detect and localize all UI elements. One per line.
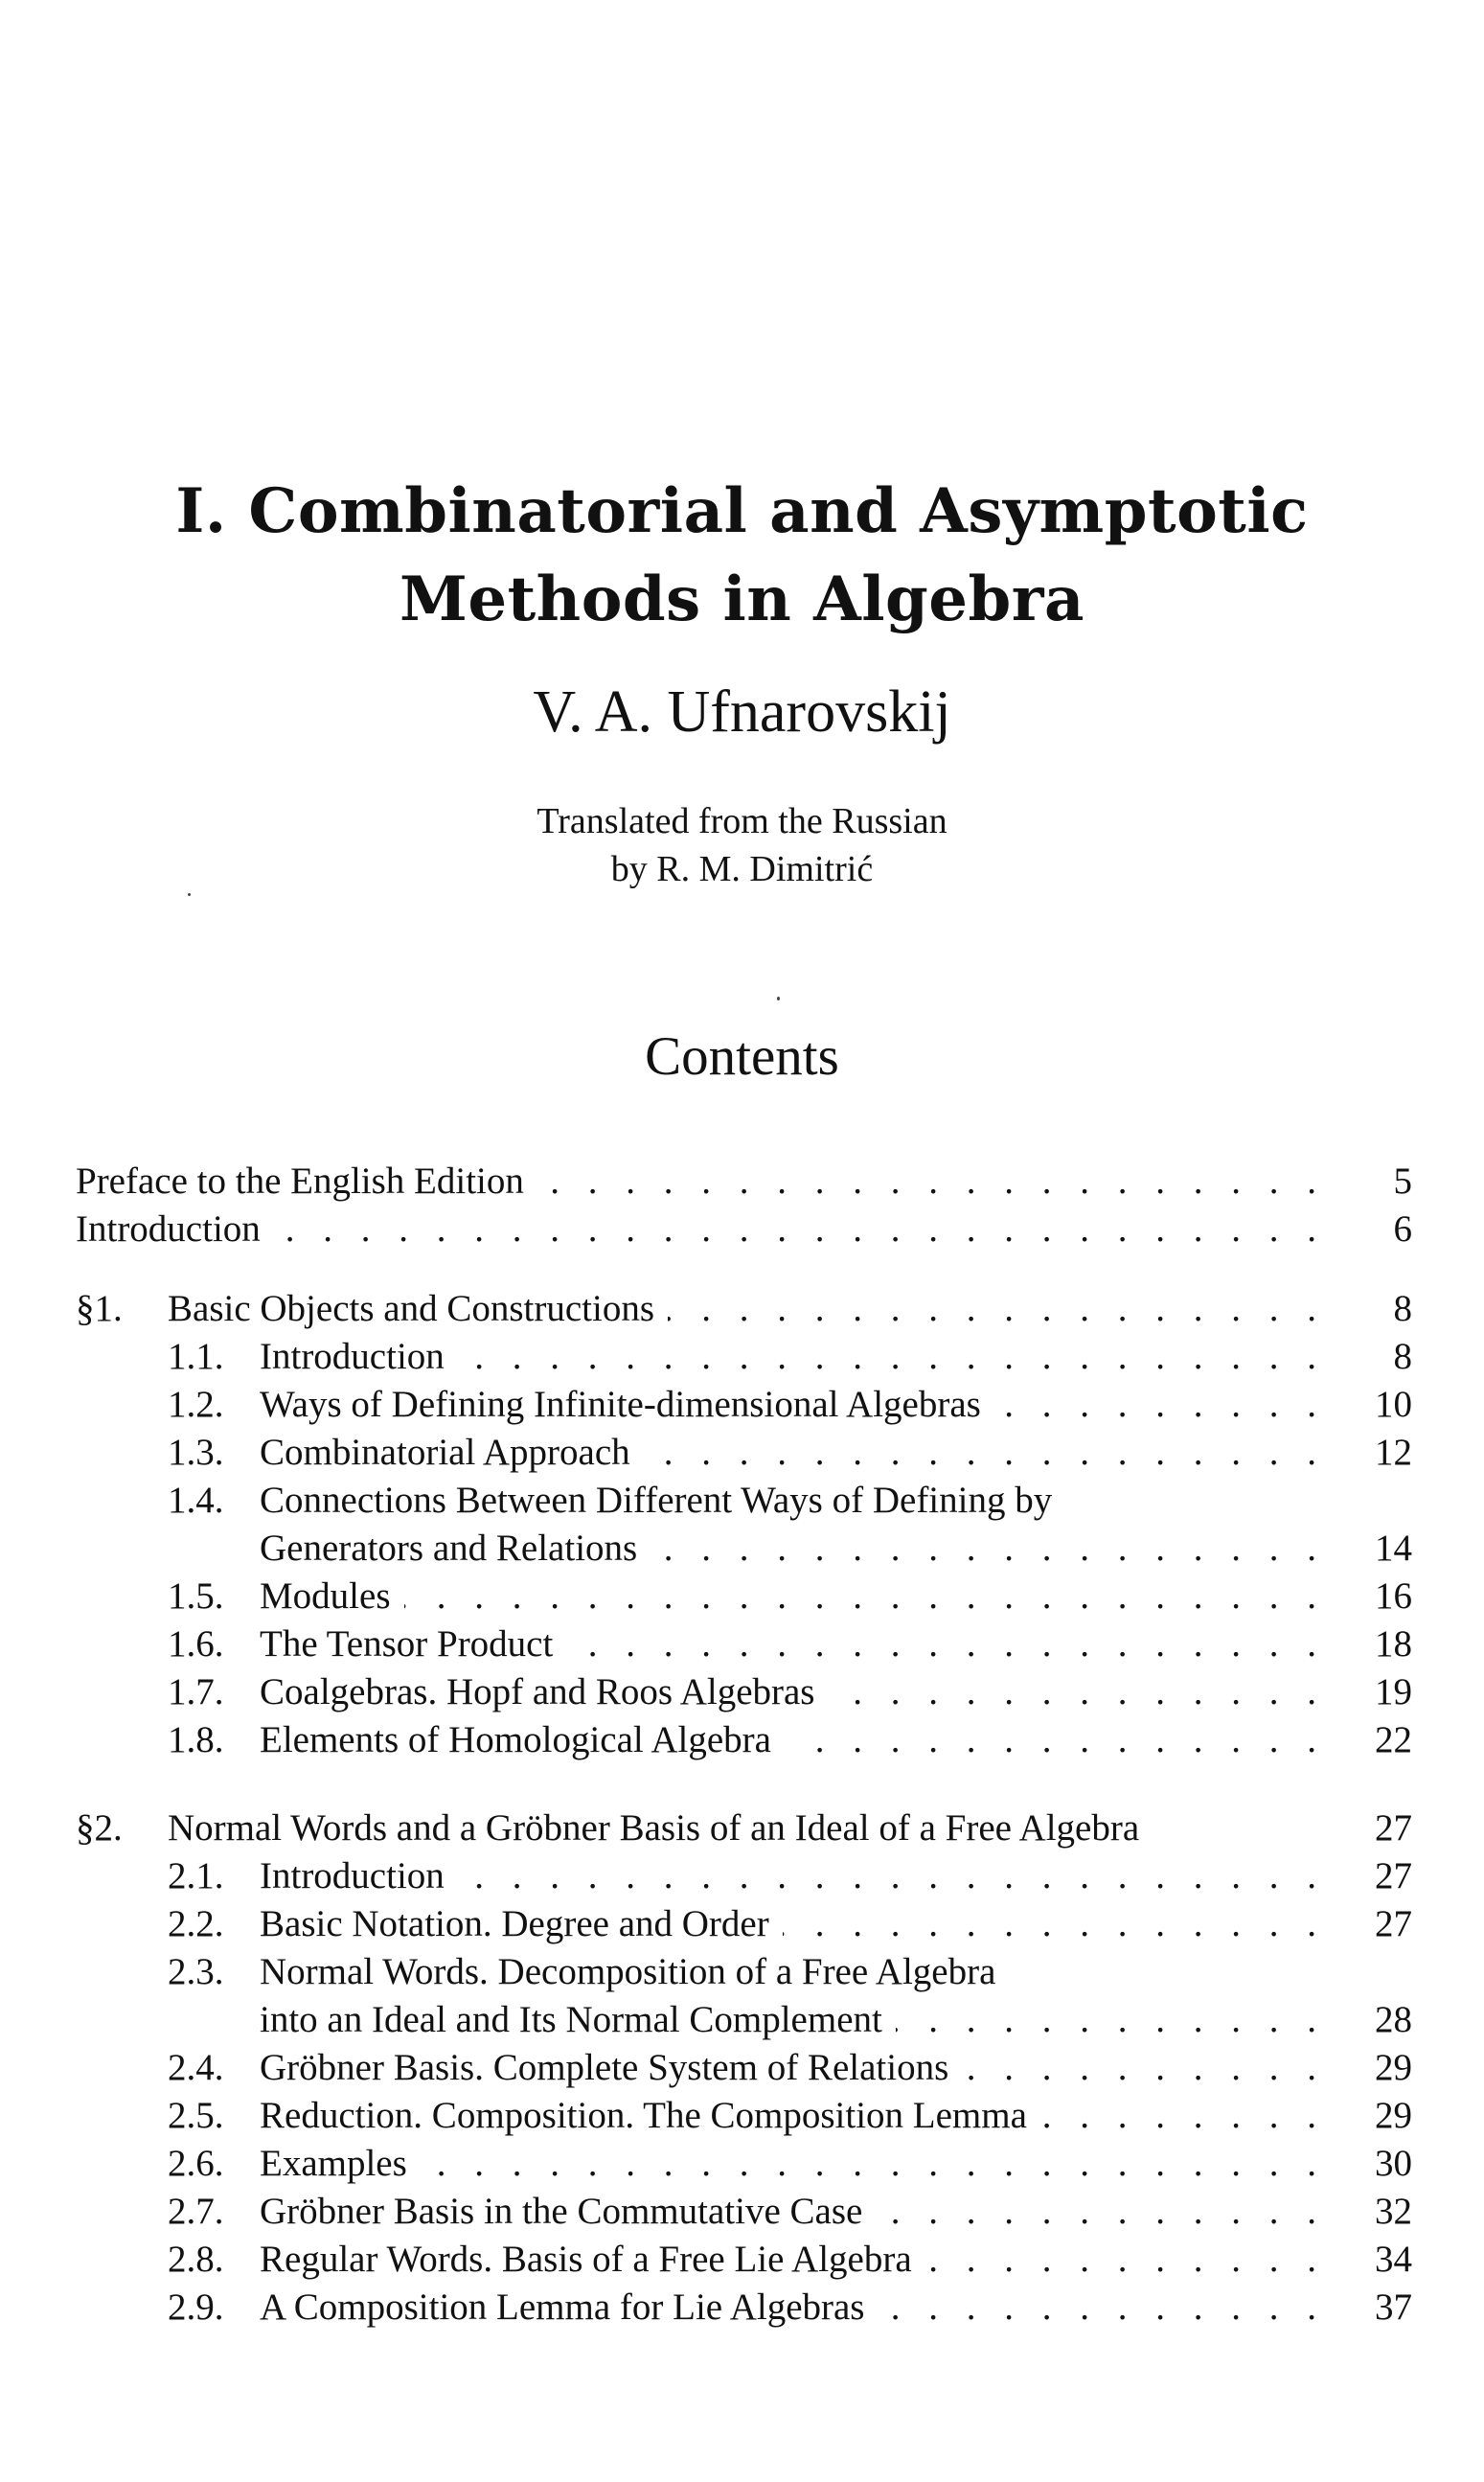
toc-entry-title: Examples — [260, 2143, 407, 2184]
toc-subsection-number: 1.4. — [168, 1480, 224, 1521]
toc-entry-title: Modules — [260, 1575, 391, 1617]
toc-subsection-number: 2.6. — [168, 2143, 224, 2184]
translation-line-1: Translated from the Russian — [537, 801, 947, 841]
toc-page-number: 12 — [1375, 1432, 1412, 1473]
toc-entry-title-continued: into an Ideal and Its Normal Complement — [260, 1999, 882, 2040]
toc-page-number: 10 — [1375, 1384, 1412, 1425]
dot-leader — [537, 1158, 1326, 1206]
dot-leader — [458, 1333, 1326, 1381]
toc-entry-title: Introduction — [260, 1336, 445, 1377]
toc-subsection-2-7[interactable] — [76, 2188, 1412, 2236]
contents-heading: Contents — [645, 1026, 839, 1087]
toc-page-number: 16 — [1375, 1575, 1412, 1617]
toc-subsection-2-1[interactable] — [76, 1852, 1412, 1900]
toc-entry-title: A Composition Lemma for Lie Algebras — [260, 2287, 865, 2328]
toc-subsection-number: 1.3. — [168, 1432, 224, 1473]
toc-subsection-1-8[interactable] — [76, 1716, 1412, 1764]
toc-subsection-2-3[interactable] — [76, 1948, 1412, 1996]
toc-subsection-1-7[interactable] — [76, 1668, 1412, 1716]
toc-section-2[interactable] — [76, 1804, 1412, 1852]
toc-subsection-number: 1.6. — [168, 1623, 224, 1665]
toc-subsection-2-6[interactable] — [76, 2140, 1412, 2188]
dot-leader — [651, 1525, 1326, 1573]
toc-page-number: 14 — [1375, 1528, 1412, 1569]
dot-leader — [1040, 2092, 1326, 2140]
toc-subsection-number: 2.5. — [168, 2095, 224, 2136]
dot-leader — [458, 1852, 1326, 1900]
toc-subsection-number: 1.1. — [168, 1336, 224, 1377]
toc-entry-title: Normal Words and a Gröbner Basis of an Ideal of a Free Algebra — [168, 1807, 1140, 1849]
dot-leader — [878, 2284, 1326, 2332]
toc-subsection-1-4[interactable] — [76, 1477, 1412, 1525]
toc-page-number: 22 — [1375, 1719, 1412, 1760]
toc-entry-title: Gröbner Basis. Complete System of Relations — [260, 2047, 949, 2088]
toc-subsection-2-9[interactable] — [76, 2284, 1412, 2332]
toc-entry-title: Basic Objects and Constructions — [168, 1288, 655, 1329]
toc-subsection-1-2[interactable] — [76, 1381, 1412, 1429]
toc-page-number: 29 — [1375, 2095, 1412, 2136]
scan-speck — [188, 893, 191, 896]
dot-leader — [274, 1206, 1326, 1253]
dot-leader — [421, 2140, 1326, 2188]
dot-leader — [783, 1900, 1326, 1948]
toc-subsection-2-8[interactable] — [76, 2236, 1412, 2284]
chapter-title-line-1: I. Combinatorial and Asymptotic — [175, 475, 1309, 547]
toc-entry-title: Preface to the English Edition — [76, 1161, 524, 1202]
toc-subsection-1-6[interactable] — [76, 1620, 1412, 1668]
toc-subsection-1-4-continued[interactable] — [76, 1525, 1412, 1573]
dot-leader — [962, 2044, 1326, 2092]
toc-subsection-number: 2.7. — [168, 2191, 224, 2232]
toc-subsection-1-5[interactable] — [76, 1573, 1412, 1620]
toc-subsection-number: 2.2. — [168, 1903, 224, 1944]
toc-entry-title: Basic Notation. Degree and Order — [260, 1903, 769, 1944]
toc-entry-title: Regular Words. Basis of a Free Lie Algebra — [260, 2239, 912, 2280]
toc-entry-preface[interactable] — [76, 1158, 1412, 1206]
toc-page-number: 29 — [1375, 2047, 1412, 2088]
toc-page-number: 34 — [1375, 2239, 1412, 2280]
toc-subsection-number: 1.2. — [168, 1384, 224, 1425]
dot-leader — [925, 2236, 1326, 2284]
toc-entry-title: The Tensor Product — [260, 1623, 554, 1665]
translation-credit — [0, 797, 1484, 893]
toc-page-number: 8 — [1393, 1288, 1412, 1329]
dot-leader — [828, 1668, 1326, 1716]
dot-leader — [644, 1429, 1326, 1477]
toc-section-number: §2. — [76, 1807, 123, 1849]
toc-entry-title: Connections Between Different Ways of Defining by — [260, 1480, 1053, 1521]
chapter-title-line-2: Methods in Algebra — [400, 563, 1084, 635]
toc-subsection-number: 2.9. — [168, 2287, 224, 2328]
toc-subsection-number: 1.7. — [168, 1671, 224, 1712]
toc-entry-introduction[interactable] — [76, 1206, 1412, 1253]
toc-page-number: 32 — [1375, 2191, 1412, 2232]
toc-page-number: 37 — [1375, 2287, 1412, 2328]
toc-section-number: §1. — [76, 1288, 123, 1329]
dot-leader — [994, 1381, 1326, 1429]
toc-entry-title: Combinatorial Approach — [260, 1432, 630, 1473]
dot-leader — [896, 1996, 1326, 2044]
toc-page-number: 18 — [1375, 1623, 1412, 1665]
toc-entry-title: Elements of Homological Algebra — [260, 1719, 771, 1760]
toc-page-number: 27 — [1375, 1855, 1412, 1896]
toc-page-number: 19 — [1375, 1671, 1412, 1712]
toc-entry-title: Introduction — [260, 1855, 445, 1896]
toc-page-number: 30 — [1375, 2143, 1412, 2184]
toc-subsection-number: 1.5. — [168, 1575, 224, 1617]
translation-line-2: by R. M. Dimitrić — [610, 849, 874, 889]
toc-page-number: 6 — [1393, 1208, 1412, 1250]
scan-speck — [777, 997, 780, 1000]
toc-subsection-2-2[interactable] — [76, 1900, 1412, 1948]
toc-section-1[interactable] — [76, 1285, 1412, 1333]
chapter-title — [0, 468, 1484, 644]
toc-subsection-1-1[interactable] — [76, 1333, 1412, 1381]
toc-subsection-2-3-continued[interactable] — [76, 1996, 1412, 2044]
dot-leader — [668, 1285, 1326, 1333]
toc-entry-title: Reduction. Composition. The Composition Lemma — [260, 2095, 1027, 2136]
toc-subsection-2-5[interactable] — [76, 2092, 1412, 2140]
toc-entry-title: Ways of Defining Infinite-dimensional Algebras — [260, 1384, 981, 1425]
toc-subsection-number: 2.1. — [168, 1855, 224, 1896]
toc-page-number: 8 — [1393, 1336, 1412, 1377]
toc-entry-title: Normal Words. Decomposition of a Free Algebra — [260, 1951, 996, 1992]
dot-leader — [876, 2188, 1326, 2236]
toc-page-number: 5 — [1393, 1161, 1412, 1202]
author-name: V. A. Ufnarovskij — [533, 679, 951, 745]
dot-leader — [785, 1716, 1326, 1764]
dot-leader — [566, 1620, 1326, 1668]
toc-page-number: 27 — [1375, 1807, 1412, 1849]
toc-page-number: 27 — [1375, 1903, 1412, 1944]
toc-subsection-1-3[interactable] — [76, 1429, 1412, 1477]
toc-subsection-2-4[interactable] — [76, 2044, 1412, 2092]
toc-entry-title-continued: Generators and Relations — [260, 1528, 638, 1569]
toc-subsection-number: 2.8. — [168, 2239, 224, 2280]
toc-subsection-number: 2.4. — [168, 2047, 224, 2088]
dot-leader — [404, 1573, 1327, 1620]
toc-page-number: 28 — [1375, 1999, 1412, 2040]
toc-entry-title: Gröbner Basis in the Commutative Case — [260, 2191, 863, 2232]
toc-subsection-number: 2.3. — [168, 1951, 224, 1992]
toc-subsection-number: 1.8. — [168, 1719, 224, 1760]
toc-entry-title: Introduction — [76, 1208, 261, 1250]
toc-entry-title: Coalgebras. Hopf and Roos Algebras — [260, 1671, 815, 1712]
